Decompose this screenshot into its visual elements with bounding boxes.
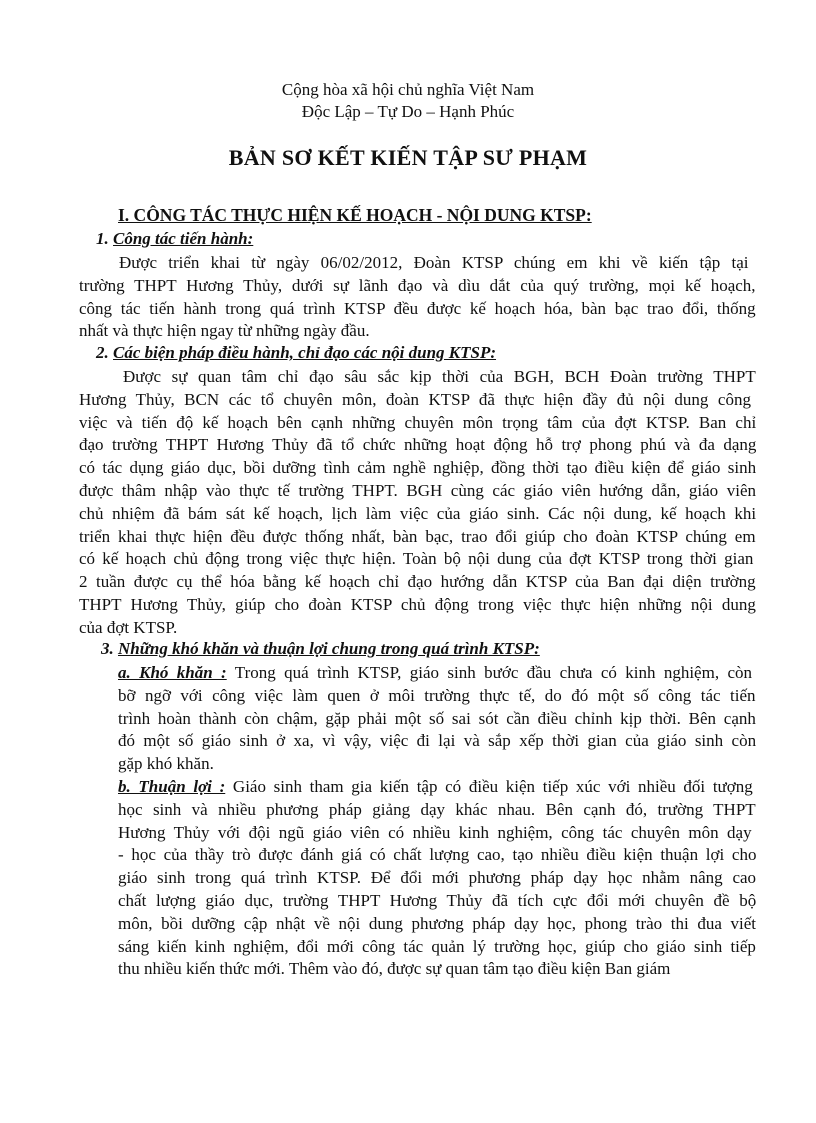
paragraph-line: công tác tiến hành trong quá trình KTSP đều được kế hoạch hóa, bàn bạc trao đổi, thống xyxy=(79,298,756,318)
subsection-1-number: 1. xyxy=(96,229,109,248)
paragraph-line: - học của thầy trò được đánh giá có chất lượng cao, tạo nhiều điều kiện thuận lợi cho xyxy=(118,845,757,865)
paragraph-line: nhất và thực hiện ngay từ những ngày đầu. xyxy=(79,321,370,341)
national-motto-line1: Cộng hòa xã hội chủ nghĩa Việt Nam xyxy=(281,80,535,99)
paragraph-line: Được sự quan tâm chỉ đạo sâu sắc kịp thời của BGH, BCH Đoàn trường THPT xyxy=(123,367,756,386)
paragraph-line: chủ nhiệm đã bám sát kế hoạch, lịch làm việc của giáo sinh. Các nội dung, kế hoạch khi xyxy=(79,503,757,523)
subsection-2-number: 2. xyxy=(96,343,109,362)
paragraph-line: Hương Thủy với đội ngũ giáo viên có nhiều kinh nghiệm, công tác chuyên môn dạy xyxy=(118,822,752,842)
paragraph-line xyxy=(118,662,756,685)
paragraph-line: gặp khó khăn. xyxy=(118,754,214,774)
difficulties-paragraph xyxy=(118,662,756,776)
paragraph-line: của đợt KTSP. xyxy=(79,617,178,637)
difficulties-text: Trong quá trình KTSP, giáo sinh bước đầu chưa có kinh nghiệm, còn xyxy=(226,663,752,682)
paragraph-line: có tác dụng giáo dục, bồi dưỡng tình cảm nghề nghiệp, đồng thời tạo điều kiện để giáo sinh xyxy=(79,458,757,478)
paragraph-line: sáng kiến kinh nghiệm, đổi mới công tác quản lý trường học, giúp cho giáo sinh tiếp xyxy=(118,936,756,956)
paragraph-line: thu nhiều kiến thức mới. Thêm vào đó, được sự quan tâm tạo điều kiện Ban giám xyxy=(118,959,671,979)
paragraph-line: đó một số giáo sinh ở xa, vì vậy, việc đi lại và sắp xếp thời gian của giáo sinh còn xyxy=(118,731,757,751)
subsection-3-number: 3. xyxy=(101,639,114,658)
paragraph-line: môn, bồi dưỡng cập nhật về nội dung phương pháp dạy học, phong trào thi đua viết xyxy=(118,913,757,933)
paragraph-line: việc và tiến độ kế hoạch bên cạnh những chuyên môn trọng tâm của đợt KTSP. Ban chỉ xyxy=(79,412,757,432)
paragraph-line: trình hoàn thành còn chậm, gặp phải một số sai sót cần điều chỉnh kịp thời. Bên cạnh xyxy=(118,708,756,728)
advantages-label: b. Thuận lợi : xyxy=(118,777,226,796)
advantages-text: Giáo sinh tham gia kiến tập có điều kiện tiếp xúc với nhiều đối tượng xyxy=(225,777,753,796)
advantages-paragraph xyxy=(118,776,756,981)
subsection-1-title: Công tác tiến hành: xyxy=(113,229,254,248)
subsection-2-paragraph xyxy=(79,366,756,640)
section-1-heading: I. CÔNG TÁC THỰC HIỆN KẾ HOẠCH - NỘI DUNG KTSP: xyxy=(118,205,592,225)
paragraph-line: bỡ ngỡ với công việc làm quen ở môi trường thực tế, do đó một số công tác tiến xyxy=(118,685,756,705)
paragraph-line: giáo sinh trong quá trình KTSP. Để đổi mới phương pháp dạy học nhằm nâng cao xyxy=(118,868,757,888)
paragraph-line: 2 tuần được cụ thể hóa bằng kế hoạch chỉ đạo hướng dẫn KTSP của Ban đại diện trường xyxy=(79,572,756,592)
paragraph-line: học sinh và nhiều phương pháp giảng dạy khác nhau. Bên cạnh đó, trường THPT xyxy=(118,799,756,819)
paragraph-line: đạo trường THPT Hương Thủy đã tổ chức những hoạt động hỗ trợ phong phú và đa dạng xyxy=(79,435,757,455)
paragraph-line: THPT Hương Thủy, giúp cho đoàn KTSP chủ động trong việc thực hiện những nội dung xyxy=(79,594,756,614)
paragraph-line: Hương Thủy, BCN các tổ chuyên môn, đoàn KTSP đã thực hiện đầy đủ nội dung công xyxy=(79,389,751,409)
subsection-1-heading xyxy=(96,229,253,249)
paragraph-line: trường THPT Hương Thủy, dưới sự lãnh đạo và dìu dắt của quý trường, mọi kế hoạch, xyxy=(79,275,756,295)
subsection-3-title: Những khó khăn và thuận lợi chung trong quá trình KTSP: xyxy=(118,639,540,658)
paragraph-line: có kế hoạch chủ động trong việc thực hiện. Toàn bộ nội dung của đợt KTSP trong thời gian xyxy=(79,549,754,569)
document-title: BẢN SƠ KẾT KIẾN TẬP SƯ PHẠM xyxy=(228,145,588,170)
subsection-1-paragraph xyxy=(79,252,756,343)
difficulties-label: a. Khó khăn : xyxy=(118,663,227,682)
paragraph-line: triển khai thực hiện đều được thống nhất, bàn bạc, trao đổi giúp cho đoàn KTSP chúng em xyxy=(79,526,756,546)
paragraph-line: được thâm nhập vào thực tế trường THPT. BGH cùng các giáo viên hướng dẫn, giáo viên xyxy=(79,480,756,500)
subsection-2-title: Các biện pháp điều hành, chỉ đạo các nội dung KTSP: xyxy=(113,343,497,362)
subsection-2-heading xyxy=(96,343,496,363)
national-motto-line2: Độc Lập – Tự Do – Hạnh Phúc xyxy=(301,102,515,121)
subsection-3-heading xyxy=(101,639,540,659)
paragraph-line: chất lượng giáo dục, trường THPT Hương Thủy đã tích cực đổi mới chuyên đề bộ xyxy=(118,890,757,910)
paragraph-line: Được triển khai từ ngày 06/02/2012, Đoàn KTSP chúng em khi về kiến tập tại xyxy=(119,253,749,272)
paragraph-line xyxy=(118,776,756,799)
